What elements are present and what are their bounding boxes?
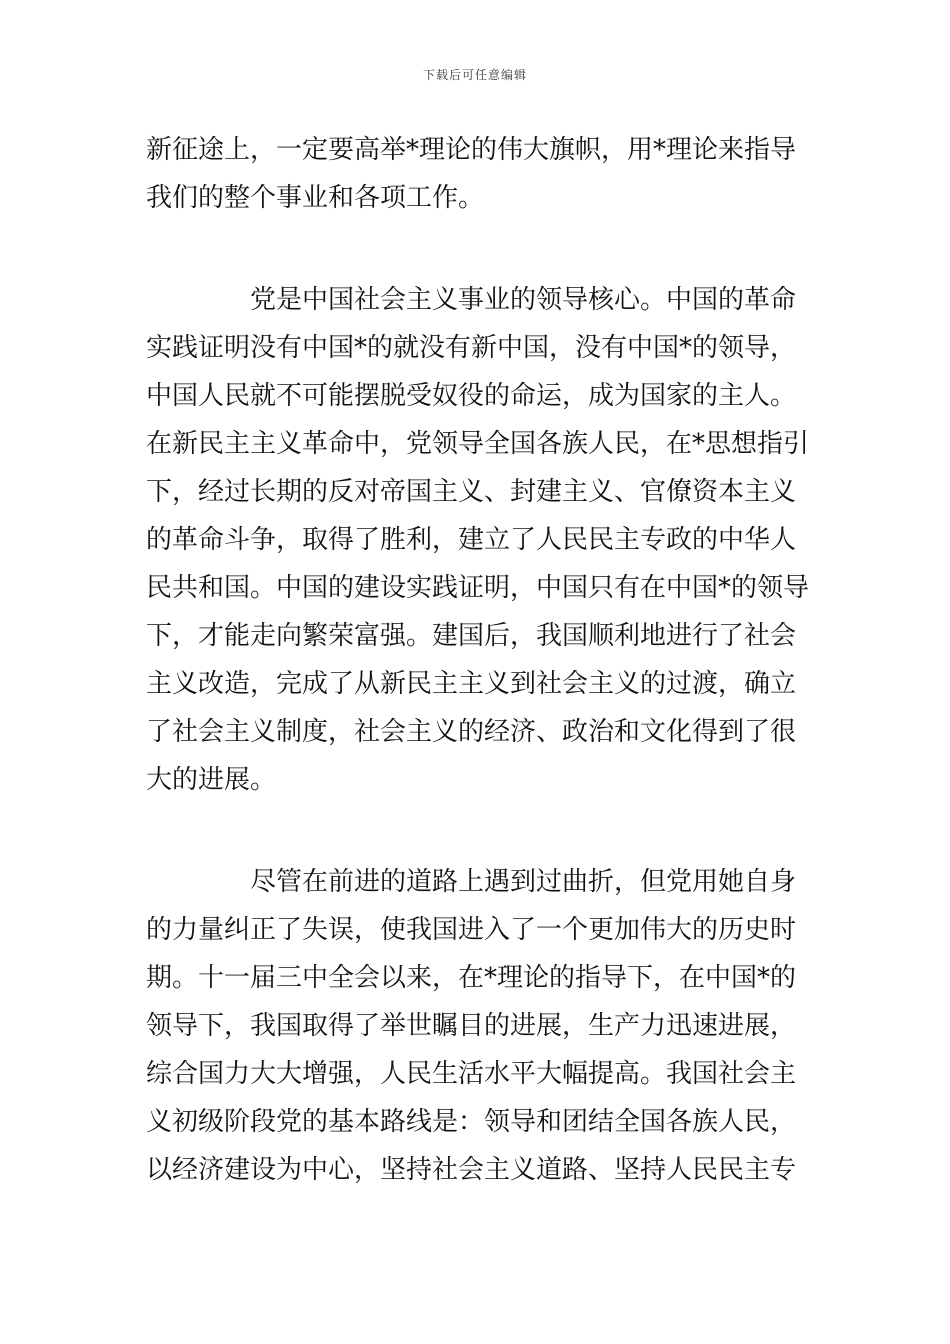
text-line: 大的进展。 bbox=[146, 765, 277, 795]
text-line: 领导下，我国取得了举世瞩目的进展，生产力迅速进展， bbox=[146, 1011, 797, 1041]
text-line: 以经济建设为中心，坚持社会主义道路、坚持人民民主专 bbox=[146, 1155, 797, 1185]
text-line-first-indent: 尽管在前进的道路上遇到过曲折，但党用她自身 bbox=[250, 867, 797, 897]
paragraph-spacer bbox=[146, 804, 810, 858]
page-header: 下载后可任意编辑 bbox=[422, 68, 527, 82]
text-line: 的革命斗争，取得了胜利，建立了人民民主专政的中华人 bbox=[146, 525, 797, 555]
text-line: 我们的整个事业和各项工作。 bbox=[146, 183, 485, 213]
text-line: 下，才能走向繁荣富强。建国后，我国顺利地进行了社会 bbox=[146, 621, 797, 651]
text-line: 义初级阶段党的基本路线是：领导和团结全国各族人民， bbox=[146, 1107, 797, 1137]
text-line: 了社会主义制度，社会主义的经济、政治和文化得到了很 bbox=[146, 717, 797, 747]
text-line: 期。十一届三中全会以来，在*理论的指导下，在中国*的 bbox=[146, 963, 797, 993]
paragraph-3 bbox=[146, 858, 810, 1194]
paragraph-spacer bbox=[146, 222, 810, 276]
text-line-first-indent: 党是中国社会主义事业的领导核心。中国的革命 bbox=[250, 285, 797, 315]
text-line: 的力量纠正了失误，使我国进入了一个更加伟大的历史时 bbox=[146, 915, 797, 945]
text-line: 综合国力大大增强，人民生活水平大幅提高。我国社会主 bbox=[146, 1059, 797, 1089]
text-line: 实践证明没有中国*的就没有新中国，没有中国*的领导， bbox=[146, 333, 797, 363]
text-line: 在新民主主义革命中，党领导全国各族人民，在*思想指引 bbox=[146, 429, 810, 459]
text-line: 中国人民就不可能摆脱受奴役的命运，成为国家的主人。 bbox=[146, 381, 797, 411]
paragraph-1 bbox=[146, 126, 810, 222]
paragraph-2 bbox=[146, 276, 810, 804]
text-line: 民共和国。中国的建设实践证明，中国只有在中国*的领导 bbox=[146, 573, 810, 603]
text-line: 新征途上，一定要高举*理论的伟大旗帜，用*理论来指导 bbox=[146, 135, 797, 165]
text-line: 主义改造，完成了从新民主主义到社会主义的过渡，确立 bbox=[146, 669, 797, 699]
text-line: 下，经过长期的反对帝国主义、封建主义、官僚资本主义 bbox=[146, 477, 797, 507]
document-body bbox=[146, 126, 810, 1194]
